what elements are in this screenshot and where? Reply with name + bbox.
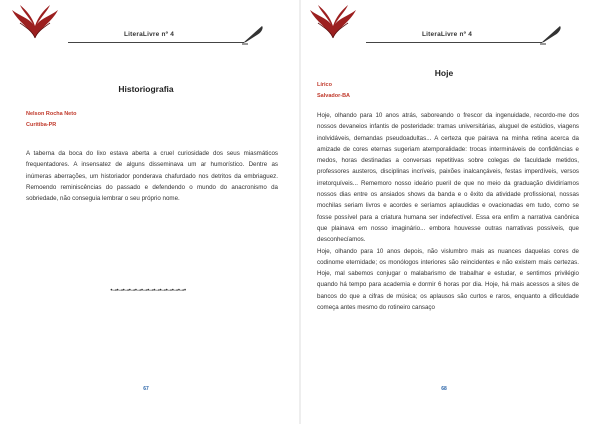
paragraph: Hoje, olhando para 10 anos depois, não vislumbro mais as nuances daquelas cores de codinome eternidade; os monólogos interiores são reincidentes e não existem mais certezas. Hoje, mal sabemos conjugar o malabarismo de trabalhar e estudar, e sentimos privilégio quando há tempo para academia e dormir 6 horas por dia. Hoje, há mais acessos a sites de bancos do que a cifras de música; os aplausos são curtos e raros, enquanto a dificuldade começa antes mesmo do rotineiro cansaço <box>317 247 579 312</box>
quill-pen-icon <box>538 24 564 46</box>
author-location: Curitiba-PR <box>26 122 57 128</box>
author-location: Salvador-BA <box>317 93 351 99</box>
header-divider <box>68 42 244 43</box>
article-body <box>26 148 278 204</box>
winged-logo-icon <box>308 4 358 42</box>
paragraph: Hoje, olhando para 10 anos atrás, saboreando o frescor da ingenuidade, recordo-me dos nossos devaneios infantis de posteridade: tramas universitárias, aluguel de estúdios, viagens inolvidáveis, demandas pseudoadultas... A certeza que pairava na minha retina acerca da amizade de cores eternas sugeriam atemporalidade: trocas intermináveis de confidências e medos, horas destinadas a conversas repetitivas sobre colegas de faculdade metidos, professores austeros, disciplinas incríveis, paixões inalcançáveis, festas imperdíveis, versos irretorquíveis... Rememoro nosso ideário pueril de que no meio da graduação dividiríamos nossos dias entre os ansiados shows da banda e o êxito da atividade profissional, nossas mochilas seriam livros e acordes e seríamos aplaudidas e ovacionadas em tudo, como se fosse possível para a criatura humana ser indefectível. Essa era enfim a narrativa canônica que plainava em nosso imaginário... embora houvesse outras narrativas possíveis, que desconhecíamos. <box>317 112 579 244</box>
left-page <box>6 0 296 424</box>
magazine-title: LiteraLivre nº 4 <box>124 31 175 38</box>
article-title: Historiografia <box>118 84 174 94</box>
article-body <box>317 110 579 313</box>
author-name: Nelson Rocha Neto <box>26 111 77 117</box>
byline <box>26 109 76 131</box>
ornamental-divider: •⊸•⊸•⊸•⊸•⊸•⊸•⊸•⊸•⊸•⊸•⊸•⊸• <box>110 288 186 294</box>
page-header <box>6 4 296 48</box>
book-gutter <box>299 0 301 424</box>
page-header <box>304 4 594 48</box>
winged-logo-icon <box>10 4 60 42</box>
page-number: 68 <box>441 386 447 392</box>
author-name: Lírico <box>317 82 332 88</box>
byline <box>317 80 350 102</box>
right-page <box>304 0 594 424</box>
header-divider <box>366 42 542 43</box>
page-number: 67 <box>143 386 149 392</box>
article-title: Hoje <box>434 68 454 78</box>
magazine-title: LiteraLivre nº 4 <box>422 31 473 38</box>
paragraph: A taberna da boca do lixo estava aberta a cruel curiosidade dos seus miasmáticos frequentadores. A insensatez de alguns disseminava um ar humorístico. Dentre as inúmeras aberrações, um historiador ponderava chafurdado nos detritos da embriaguez. Remoendo reminiscências do passado e defendendo o mundo do anacronismo da sobriedade, não conseguia lembrar o seu próprio nome. <box>26 150 278 203</box>
quill-pen-icon <box>240 24 266 46</box>
